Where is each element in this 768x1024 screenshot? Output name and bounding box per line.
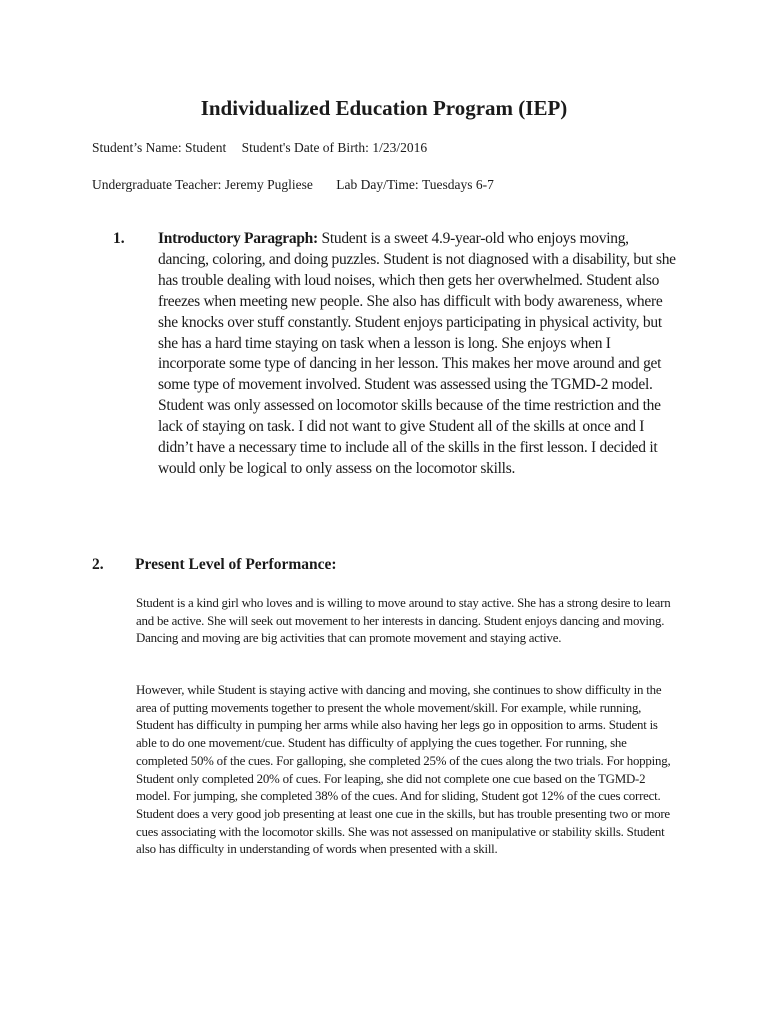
- section-number: 2.: [92, 556, 104, 573]
- teacher-label: Undergraduate Teacher:: [92, 177, 222, 192]
- section-number: 1.: [113, 230, 125, 247]
- teacher-info-line: [92, 176, 494, 194]
- teacher-value: Jeremy Pugliese: [224, 177, 313, 192]
- dob-label: Student's Date of Birth:: [241, 140, 369, 155]
- section-present-level-heading: [92, 555, 337, 575]
- student-info-line: [92, 139, 427, 157]
- lab-time-label: Lab Day/Time:: [336, 177, 419, 192]
- present-level-paragraph-1: Student is a kind girl who loves and is willing to move around to stay active. She has a strong desire to learn and be active. She will seek out movement to her interests in dancing. Student enjoys dancing and moving. Dancing and moving are big activities that can promote movement and staying active.: [136, 596, 671, 646]
- section-introductory-paragraph: [113, 229, 678, 480]
- section-body: [158, 229, 678, 480]
- section-heading: Present Level of Performance:: [135, 556, 337, 573]
- student-name-label: Student’s Name:: [92, 140, 182, 155]
- section-text: Student is a sweet 4.9-year-old who enjoys moving, dancing, coloring, and doing puzzles. Student is not diagnosed with a disability, but she has trouble dealing with loud noises, which then gets her overwhelmed. Student also freezes when meeting new people. She also has difficult with body awareness, where she knocks over stuff constantly. Student enjoys participating in physical activity, but she has a hard time staying on task when a lesson is long. She enjoys when I incorporate some type of dancing in her lesson. This makes her move around and get some type of movement involved. Student was assessed using the TGMD-2 model. Student was only assessed on locomotor skills because of the time restriction and the lack of staying on task. I did not want to give Student all of the skills at once and I didn’t have a necessary time to include all of the skills in the first lesson. I decided it would only be logical to only assess on the locomotor skills.: [158, 230, 676, 477]
- student-name-value: Student: [185, 140, 227, 155]
- lab-time-value: Tuesdays 6-7: [421, 177, 494, 192]
- section-heading: Introductory Paragraph:: [158, 230, 318, 247]
- present-level-paragraph-2: However, while Student is staying active with dancing and moving, she continues to show difficulty in the area of putting movements together to present the whole movement/skill. For example, while running, Student has difficulty in pumping her arms while also having her legs go in opposition to arms. Student is able to do one movement/cue. Student has difficulty of applying the cues together. For running, she completed 50% of the cues. For galloping, she completed 25% of the cues along the two trials. For hopping, Student only completed 20% of cues. For leaping, she did not complete one cue based on the TGMD-2 model. For jumping, she completed 38% of the cues. And for sliding, Student got 12% of the cues correct. Student does a very good job presenting at least one cue in the skills, but has trouble presenting two or more cues associating with the locomotor skills. She was not assessed on manipulative or stability skills. Student also has difficulty in understanding of words when presented with a skill.: [136, 683, 671, 857]
- dob-value: 1/23/2016: [372, 140, 428, 155]
- document-title: Individualized Education Program (IEP): [200, 96, 568, 120]
